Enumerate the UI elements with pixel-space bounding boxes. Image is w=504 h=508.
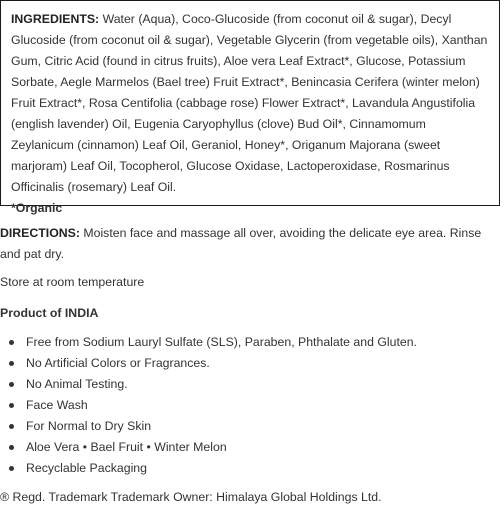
feature-item: Aloe Vera • Bael Fruit • Winter Melon [0, 437, 417, 458]
directions-paragraph [0, 223, 500, 265]
trademark-note: ® Regd. Trademark Trademark Owner: Himalaya Global Holdings Ltd. [0, 490, 382, 504]
feature-item: Recyclable Packaging [0, 458, 417, 479]
feature-item: Face Wash [0, 395, 417, 416]
origin-label: Product of INDIA [0, 306, 99, 320]
features-list [0, 332, 417, 479]
storage-note: Store at room temperature [0, 275, 145, 289]
ingredients-text: Water (Aqua), Coco-Glucoside (from coconut oil & sugar), Decyl Glucoside (from coconut oil & sugar), Vegetable Glycerin (from vegetable oils), Xanthan Gum, Citric Acid (found in citrus fruits), Aloe vera Leaf Extract*, Glucose, Potassium Sorbate, Aegle Marmelos (Bael tree) Fruit Extract*, Benincasia Cerifera (winter melon) Fruit Extract*, Rosa Centifolia (cabbage rose) Flower Extract*, Lavandula Angustifolia (english lavender) Oil, Eugenia Caryophyllus (clove) Bud Oil*, Cinnamomum Zeylanicum (cinnamon) Leaf Oil, Geraniol, Honey*, Origanum Majorana (sweet marjoram) Leaf Oil, Tocopherol, Glucose Oxidase, Lactoperoxidase, Rosmarinus Officinalis (rosemary) Leaf Oil. [11, 12, 488, 194]
ingredients-box [0, 0, 500, 215]
feature-item: Free from Sodium Lauryl Sulfate (SLS), Paraben, Phthalate and Gluten. [0, 332, 417, 353]
directions-heading: DIRECTIONS: [0, 226, 80, 240]
ingredients-heading: INGREDIENTS: [11, 12, 100, 26]
feature-item: No Artificial Colors or Fragrances. [0, 353, 417, 374]
feature-item: No Animal Testing. [0, 374, 417, 395]
feature-item: For Normal to Dry Skin [0, 416, 417, 437]
ingredients-paragraph [11, 9, 489, 198]
directions-text: Moisten face and massage all over, avoiding the delicate eye area. Rinse and pat dry. [0, 226, 482, 261]
organic-note: *Organic [11, 201, 63, 215]
